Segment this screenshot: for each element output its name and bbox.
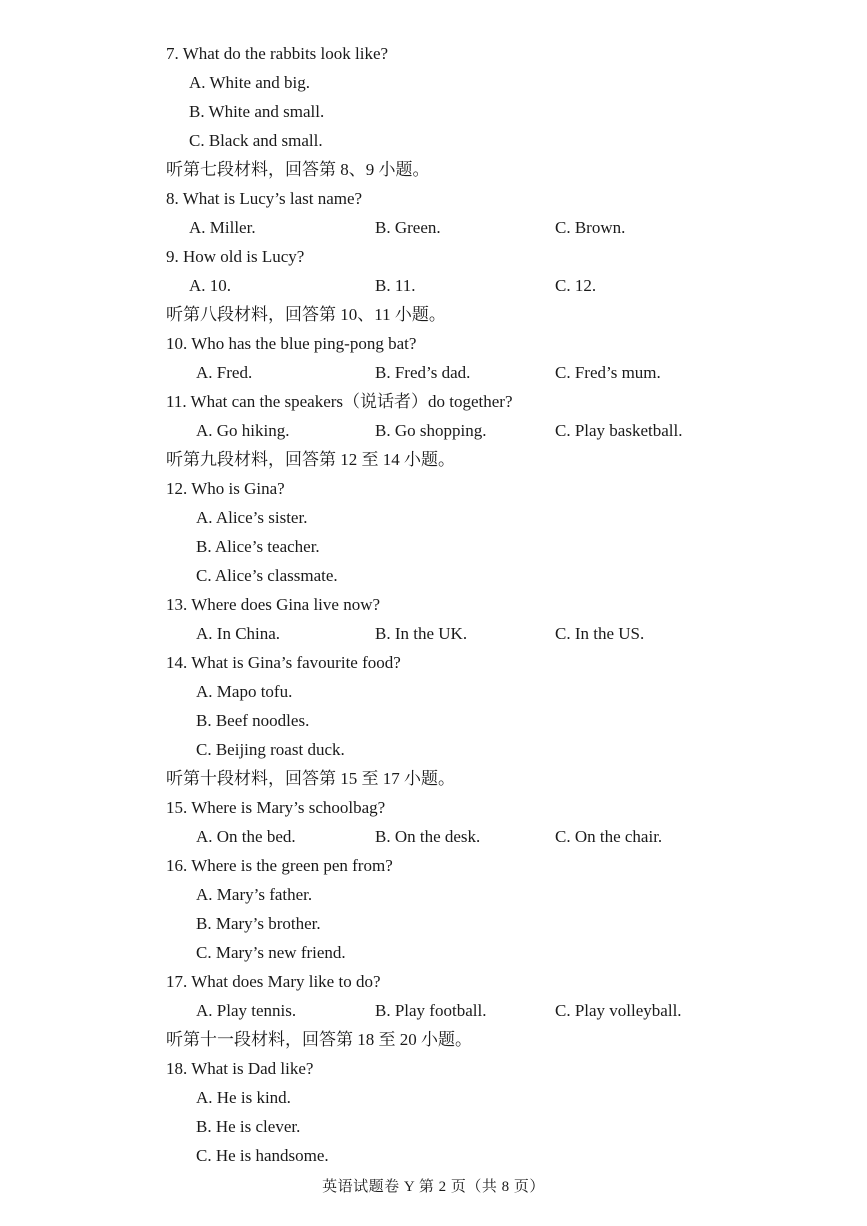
question: 13. Where does Gina live now? (166, 595, 381, 614)
section-instruction: 听第八段材料，回答第 10、11 小题。 (166, 305, 446, 324)
option: C. Alice’s classmate. (196, 566, 338, 585)
option-b: B. Green. (375, 218, 441, 237)
option: A. Mapo tofu. (196, 682, 293, 701)
question: 7. What do the rabbits look like? (166, 44, 389, 63)
section-instruction: 听第七段材料，回答第 8、9 小题。 (166, 160, 430, 179)
option: C. Beijing roast duck. (196, 740, 345, 759)
option-a: A. 10. (189, 276, 232, 295)
question: 12. Who is Gina? (166, 479, 285, 498)
question: 15. Where is Mary’s schoolbag? (166, 798, 386, 817)
option-c: C. In the US. (555, 624, 645, 643)
option-b: B. In the UK. (375, 624, 468, 643)
option-a: A. Fred. (196, 363, 253, 382)
section-instruction: 听第九段材料，回答第 12 至 14 小题。 (166, 450, 455, 469)
question: 18. What is Dad like? (166, 1059, 314, 1078)
question: 10. Who has the blue ping-pong bat? (166, 334, 417, 353)
option: B. Beef noodles. (196, 711, 310, 730)
option-b: B. Fred’s dad. (375, 363, 471, 382)
option: A. Mary’s father. (196, 885, 313, 904)
option: A. Alice’s sister. (196, 508, 308, 527)
option: B. White and small. (189, 102, 325, 121)
option-b: B. 11. (375, 276, 416, 295)
option-c: C. Play volleyball. (555, 1001, 682, 1020)
question: 9. How old is Lucy? (166, 247, 305, 266)
option: B. Alice’s teacher. (196, 537, 320, 556)
option: C. Black and small. (189, 131, 323, 150)
page-footer: 英语试题卷 Y 第 2 页（共 8 页） (322, 1179, 545, 1195)
question: 17. What does Mary like to do? (166, 972, 381, 991)
option: B. He is clever. (196, 1117, 301, 1136)
option-a: A. On the bed. (196, 827, 296, 846)
question: 16. Where is the green pen from? (166, 856, 393, 875)
option-c: C. On the chair. (555, 827, 663, 846)
option-b: B. On the desk. (375, 827, 481, 846)
option-c: C. Brown. (555, 218, 626, 237)
section-instruction: 听第十段材料，回答第 15 至 17 小题。 (166, 769, 455, 788)
question: 8. What is Lucy’s last name? (166, 189, 363, 208)
option: A. White and big. (189, 73, 311, 92)
option: A. He is kind. (196, 1088, 291, 1107)
option-c: C. Fred’s mum. (555, 363, 661, 382)
option-c: C. Play basketball. (555, 421, 683, 440)
option-a: A. Miller. (189, 218, 256, 237)
section-instruction: 听第十一段材料，回答第 18 至 20 小题。 (166, 1030, 472, 1049)
question: 14. What is Gina’s favourite food? (166, 653, 401, 672)
option-b: B. Play football. (375, 1001, 487, 1020)
option-a: A. Play tennis. (196, 1001, 297, 1020)
option: C. Mary’s new friend. (196, 943, 346, 962)
question: 11. What can the speakers（说话者）do together? (166, 392, 513, 411)
option-a: A. In China. (196, 624, 281, 643)
option: B. Mary’s brother. (196, 914, 321, 933)
option: C. He is handsome. (196, 1146, 329, 1165)
option-b: B. Go shopping. (375, 421, 487, 440)
option-a: A. Go hiking. (196, 421, 290, 440)
option-c: C. 12. (555, 276, 597, 295)
